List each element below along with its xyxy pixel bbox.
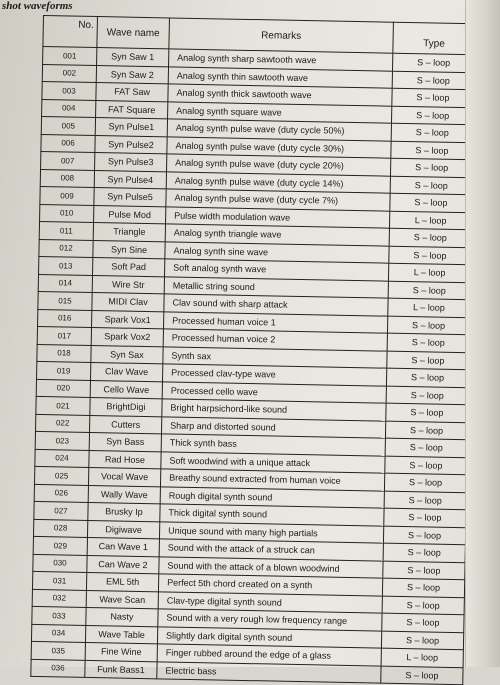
cell-no: 014 xyxy=(38,274,92,293)
cell-wave-name: Nasty xyxy=(86,607,158,626)
cell-no: 036 xyxy=(31,659,85,678)
page-header-text: shot waveforms xyxy=(2,0,73,12)
cell-no: 007 xyxy=(41,151,95,170)
cell-type: L – loop xyxy=(388,298,470,317)
cell-no: 001 xyxy=(43,47,97,66)
cell-wave-name: Digiwave xyxy=(87,520,159,539)
cell-remarks: Analog synth pulse wave (duty cycle 14%) xyxy=(166,171,390,193)
cell-wave-name: FAT Square xyxy=(96,100,168,119)
cell-type: S – loop xyxy=(386,368,468,387)
cell-type: S – loop xyxy=(391,106,473,125)
cell-remarks: Sharp and distorted sound xyxy=(161,416,385,438)
cell-type: S – loop xyxy=(383,543,465,562)
cell-wave-name: Syn Bass xyxy=(89,432,161,451)
cell-remarks: Processed human voice 2 xyxy=(163,329,387,351)
cell-remarks: Analog synth pulse wave (duty cycle 20%) xyxy=(167,154,391,176)
cell-remarks: Soft analog synth wave xyxy=(165,259,389,281)
cell-remarks: Slightly dark digital synth sound xyxy=(157,626,381,648)
cell-remarks: Processed human voice 1 xyxy=(163,311,387,333)
cell-remarks: Clav-type digital synth sound xyxy=(158,591,382,613)
cell-remarks: Soft woodwind with a unique attack xyxy=(161,451,385,473)
cell-type: S – loop xyxy=(381,631,463,650)
cell-no: 020 xyxy=(36,379,90,398)
cell-no: 009 xyxy=(40,186,94,205)
cell-type: S – loop xyxy=(391,141,473,160)
cell-type: S – loop xyxy=(389,246,471,265)
cell-wave-name: Can Wave 1 xyxy=(87,537,159,556)
cell-type: S – loop xyxy=(383,526,465,545)
cell-no: 021 xyxy=(36,396,90,415)
cell-remarks: Sound with the attack of a blown woodwind xyxy=(159,556,383,578)
cell-wave-name: Funk Bass1 xyxy=(85,660,157,679)
cell-type: L – loop xyxy=(389,211,471,230)
cell-remarks: Analog synth sharp sawtooth wave xyxy=(169,49,393,71)
cell-type: S – loop xyxy=(385,421,467,440)
cell-no: 027 xyxy=(34,501,88,520)
cell-no: 017 xyxy=(37,326,91,345)
cell-wave-name: Syn Pulse1 xyxy=(95,118,167,137)
cell-type: S – loop xyxy=(387,333,469,352)
cell-wave-name: Clav Wave xyxy=(91,362,163,381)
cell-no: 016 xyxy=(38,309,92,328)
cell-wave-name: Wally Wave xyxy=(88,485,160,504)
cell-no: 029 xyxy=(33,536,87,555)
cell-type: S – loop xyxy=(390,193,472,212)
cell-type: S – loop xyxy=(392,53,474,72)
cell-no: 032 xyxy=(32,589,86,608)
cell-remarks: Sound with the attack of a struck can xyxy=(159,539,383,561)
cell-remarks: Analog synth thin sawtooth wave xyxy=(168,66,392,88)
cell-no: 023 xyxy=(35,431,89,450)
cell-wave-name: Cello Wave xyxy=(90,380,162,399)
cell-wave-name: Pulse Mod xyxy=(94,205,166,224)
cell-wave-name: Syn Sine xyxy=(93,240,165,259)
cell-remarks: Rough digital synth sound xyxy=(160,486,384,508)
cell-no: 015 xyxy=(38,291,92,310)
cell-type: S – loop xyxy=(385,438,467,457)
cell-no: 033 xyxy=(32,606,86,625)
cell-wave-name: Wave Table xyxy=(85,625,157,644)
cell-wave-name: Syn Saw 2 xyxy=(96,65,168,84)
cell-no: 011 xyxy=(39,221,93,240)
cell-remarks: Analog synth square wave xyxy=(168,101,392,123)
cell-no: 002 xyxy=(42,64,96,83)
cell-wave-name: Syn Pulse5 xyxy=(94,188,166,207)
cell-no: 035 xyxy=(31,641,85,660)
cell-remarks: Metallic string sound xyxy=(164,276,388,298)
cell-remarks: Perfect 5th chord created on a synth xyxy=(158,574,382,596)
cell-wave-name: EML 5th xyxy=(86,572,158,591)
cell-remarks: Processed cello wave xyxy=(162,381,386,403)
cell-remarks: Unique sound with many high partials xyxy=(159,521,383,543)
cell-type: S – loop xyxy=(389,228,471,247)
cell-type: S – loop xyxy=(383,561,465,580)
cell-no: 026 xyxy=(34,484,88,503)
cell-remarks: Pulse width modulation wave xyxy=(166,206,390,228)
cell-type: S – loop xyxy=(386,386,468,405)
cell-no: 013 xyxy=(39,256,93,275)
cell-type: S – loop xyxy=(382,596,464,615)
header-remarks: Remarks xyxy=(169,18,394,53)
cell-type: S – loop xyxy=(387,351,469,370)
cell-remarks: Thick digital synth sound xyxy=(160,504,384,526)
cell-type: S – loop xyxy=(392,88,474,107)
cell-wave-name: Brusky Ip xyxy=(88,502,160,521)
cell-wave-name: Wire Str xyxy=(92,275,164,294)
cell-wave-name: Cutters xyxy=(89,415,161,434)
cell-wave-name: Syn Sax xyxy=(91,345,163,364)
cell-no: 003 xyxy=(42,81,96,100)
cell-no: 006 xyxy=(41,134,95,153)
cell-type: S – loop xyxy=(382,613,464,632)
cell-wave-name: Spark Vox1 xyxy=(92,310,164,329)
cell-no: 028 xyxy=(33,519,87,538)
cell-wave-name: MIDI Clav xyxy=(92,292,164,311)
cell-remarks: Clav sound with sharp attack xyxy=(164,294,388,316)
cell-wave-name: FAT Saw xyxy=(96,83,168,102)
cell-no: 018 xyxy=(37,344,91,363)
cell-wave-name: Spark Vox2 xyxy=(91,327,163,346)
cell-wave-name: Fine Wine xyxy=(85,642,157,661)
cell-remarks: Breathy sound extracted from human voice xyxy=(160,469,384,491)
facing-page-edge xyxy=(465,0,500,667)
cell-no: 034 xyxy=(31,624,85,643)
cell-no: 005 xyxy=(41,116,95,135)
cell-type: S – loop xyxy=(385,456,467,475)
waveform-table xyxy=(30,15,476,685)
cell-no: 024 xyxy=(35,449,89,468)
cell-type: L – loop xyxy=(388,263,470,282)
cell-no: 008 xyxy=(40,169,94,188)
cell-type: S – loop xyxy=(384,473,466,492)
table-body xyxy=(31,47,475,685)
cell-remarks: Processed clav-type wave xyxy=(162,364,386,386)
cell-remarks: Analog synth pulse wave (duty cycle 50%) xyxy=(167,119,391,141)
cell-wave-name: Syn Pulse4 xyxy=(94,170,166,189)
cell-type: S – loop xyxy=(386,403,468,422)
cell-remarks: Sound with a very rough low frequency range xyxy=(158,609,382,631)
cell-type: L – loop xyxy=(381,648,463,667)
header-type: Type xyxy=(393,22,476,55)
cell-wave-name: Soft Pad xyxy=(93,258,165,277)
cell-wave-name: Can Wave 2 xyxy=(87,555,159,574)
cell-no: 030 xyxy=(33,554,87,573)
cell-wave-name: Vocal Wave xyxy=(88,467,160,486)
cell-wave-name: Syn Pulse2 xyxy=(95,135,167,154)
cell-wave-name: Rad Hose xyxy=(89,450,161,469)
cell-no: 010 xyxy=(40,204,94,223)
cell-remarks: Analog synth thick sawtooth wave xyxy=(168,84,392,106)
cell-type: S – loop xyxy=(392,71,474,90)
cell-type: S – loop xyxy=(390,158,472,177)
cell-wave-name: BrightDigi xyxy=(90,397,162,416)
cell-remarks: Finger rubbed around the edge of a glass xyxy=(157,644,381,666)
header-wave-name: Wave name xyxy=(97,17,170,49)
header-no: No. xyxy=(43,16,98,48)
cell-wave-name: Wave Scan xyxy=(86,590,158,609)
cell-type: S – loop xyxy=(387,316,469,335)
cell-remarks: Synth sax xyxy=(163,346,387,368)
cell-remarks: Analog synth sine wave xyxy=(165,241,389,263)
cell-remarks: Analog synth pulse wave (duty cycle 7%) xyxy=(166,189,390,211)
cell-no: 025 xyxy=(34,466,88,485)
cell-remarks: Electric bass xyxy=(157,661,381,683)
cell-type: S – loop xyxy=(391,123,473,142)
cell-type: S – loop xyxy=(384,491,466,510)
cell-no: 019 xyxy=(37,361,91,380)
cell-type: S – loop xyxy=(382,578,464,597)
cell-wave-name: Syn Saw 1 xyxy=(97,48,169,67)
cell-remarks: Bright harpsichord-like sound xyxy=(162,399,386,421)
cell-type: S – loop xyxy=(384,508,466,527)
cell-remarks: Thick synth bass xyxy=(161,434,385,456)
cell-remarks: Analog synth triangle wave xyxy=(165,224,389,246)
cell-no: 004 xyxy=(42,99,96,118)
cell-type: S – loop xyxy=(388,281,470,300)
cell-wave-name: Triangle xyxy=(93,223,165,242)
cell-remarks: Analog synth pulse wave (duty cycle 30%) xyxy=(167,136,391,158)
cell-wave-name: Syn Pulse3 xyxy=(95,153,167,172)
cell-type: S – loop xyxy=(381,666,463,685)
cell-no: 022 xyxy=(36,414,90,433)
cell-type: S – loop xyxy=(390,176,472,195)
cell-no: 012 xyxy=(39,239,93,258)
cell-no: 031 xyxy=(32,571,86,590)
